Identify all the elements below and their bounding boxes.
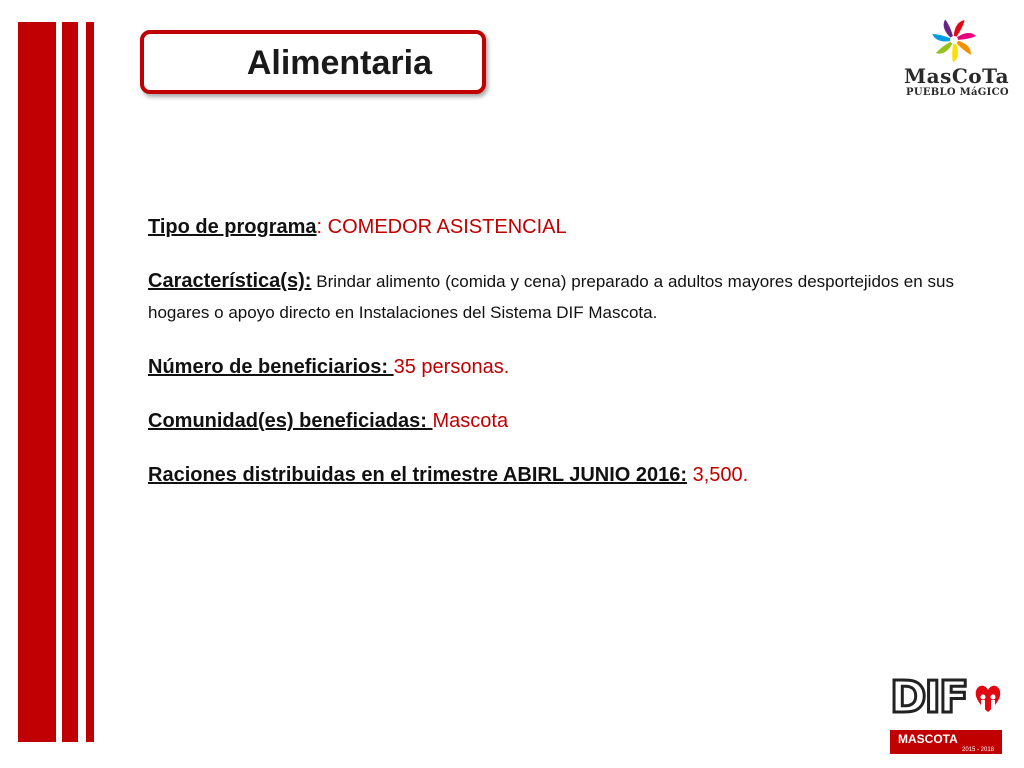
field-value: : COMEDOR ASISTENCIAL: [316, 216, 567, 238]
field-label: Comunidad(es) beneficiadas:: [148, 410, 433, 432]
swirl-center: [950, 36, 958, 44]
dif-logo-wordmark: DIF: [890, 672, 967, 723]
field-label: Tipo de programa: [148, 216, 317, 238]
red-stripe-medium: [62, 22, 78, 742]
field-caracteristicas: [148, 266, 954, 328]
field-value: Brindar alimento (comida y cena) preparado a adultos mayores desportejidos en sus hogares o apoyo directo en Instalaciones del Sistema DIF Mascota.: [148, 272, 954, 322]
mascota-logo-tagline: PUEBLO MáGICO: [906, 87, 1009, 98]
program-details: [148, 212, 954, 514]
field-value: Mascota: [432, 410, 509, 432]
red-stripe-thin: [86, 22, 94, 742]
dif-logo-label: MASCOTA: [898, 732, 958, 746]
slide-title: Alimentaria: [246, 44, 432, 82]
mascota-logo-name: MasCoTa: [904, 64, 1010, 88]
red-stripe-wide: [18, 22, 56, 742]
field-label: Raciones distribuidas en el trimestre ABIRL JUNIO 2016:: [148, 464, 688, 486]
field-value: 3,500.: [687, 464, 749, 486]
field-value: 35 personas.: [393, 356, 510, 378]
family-heart-icon: [976, 686, 1001, 712]
swirl-flower-icon: [931, 18, 976, 63]
field-raciones: [148, 460, 954, 490]
field-comunidades: [148, 406, 954, 436]
field-label: Característica(s):: [148, 270, 312, 292]
field-numero-beneficiarios: [148, 352, 954, 382]
title-box: [140, 30, 486, 94]
field-tipo-programa: [148, 212, 954, 242]
dif-logo-years: 2015 - 2018: [962, 747, 995, 753]
field-label: Número de beneficiarios:: [148, 356, 394, 378]
